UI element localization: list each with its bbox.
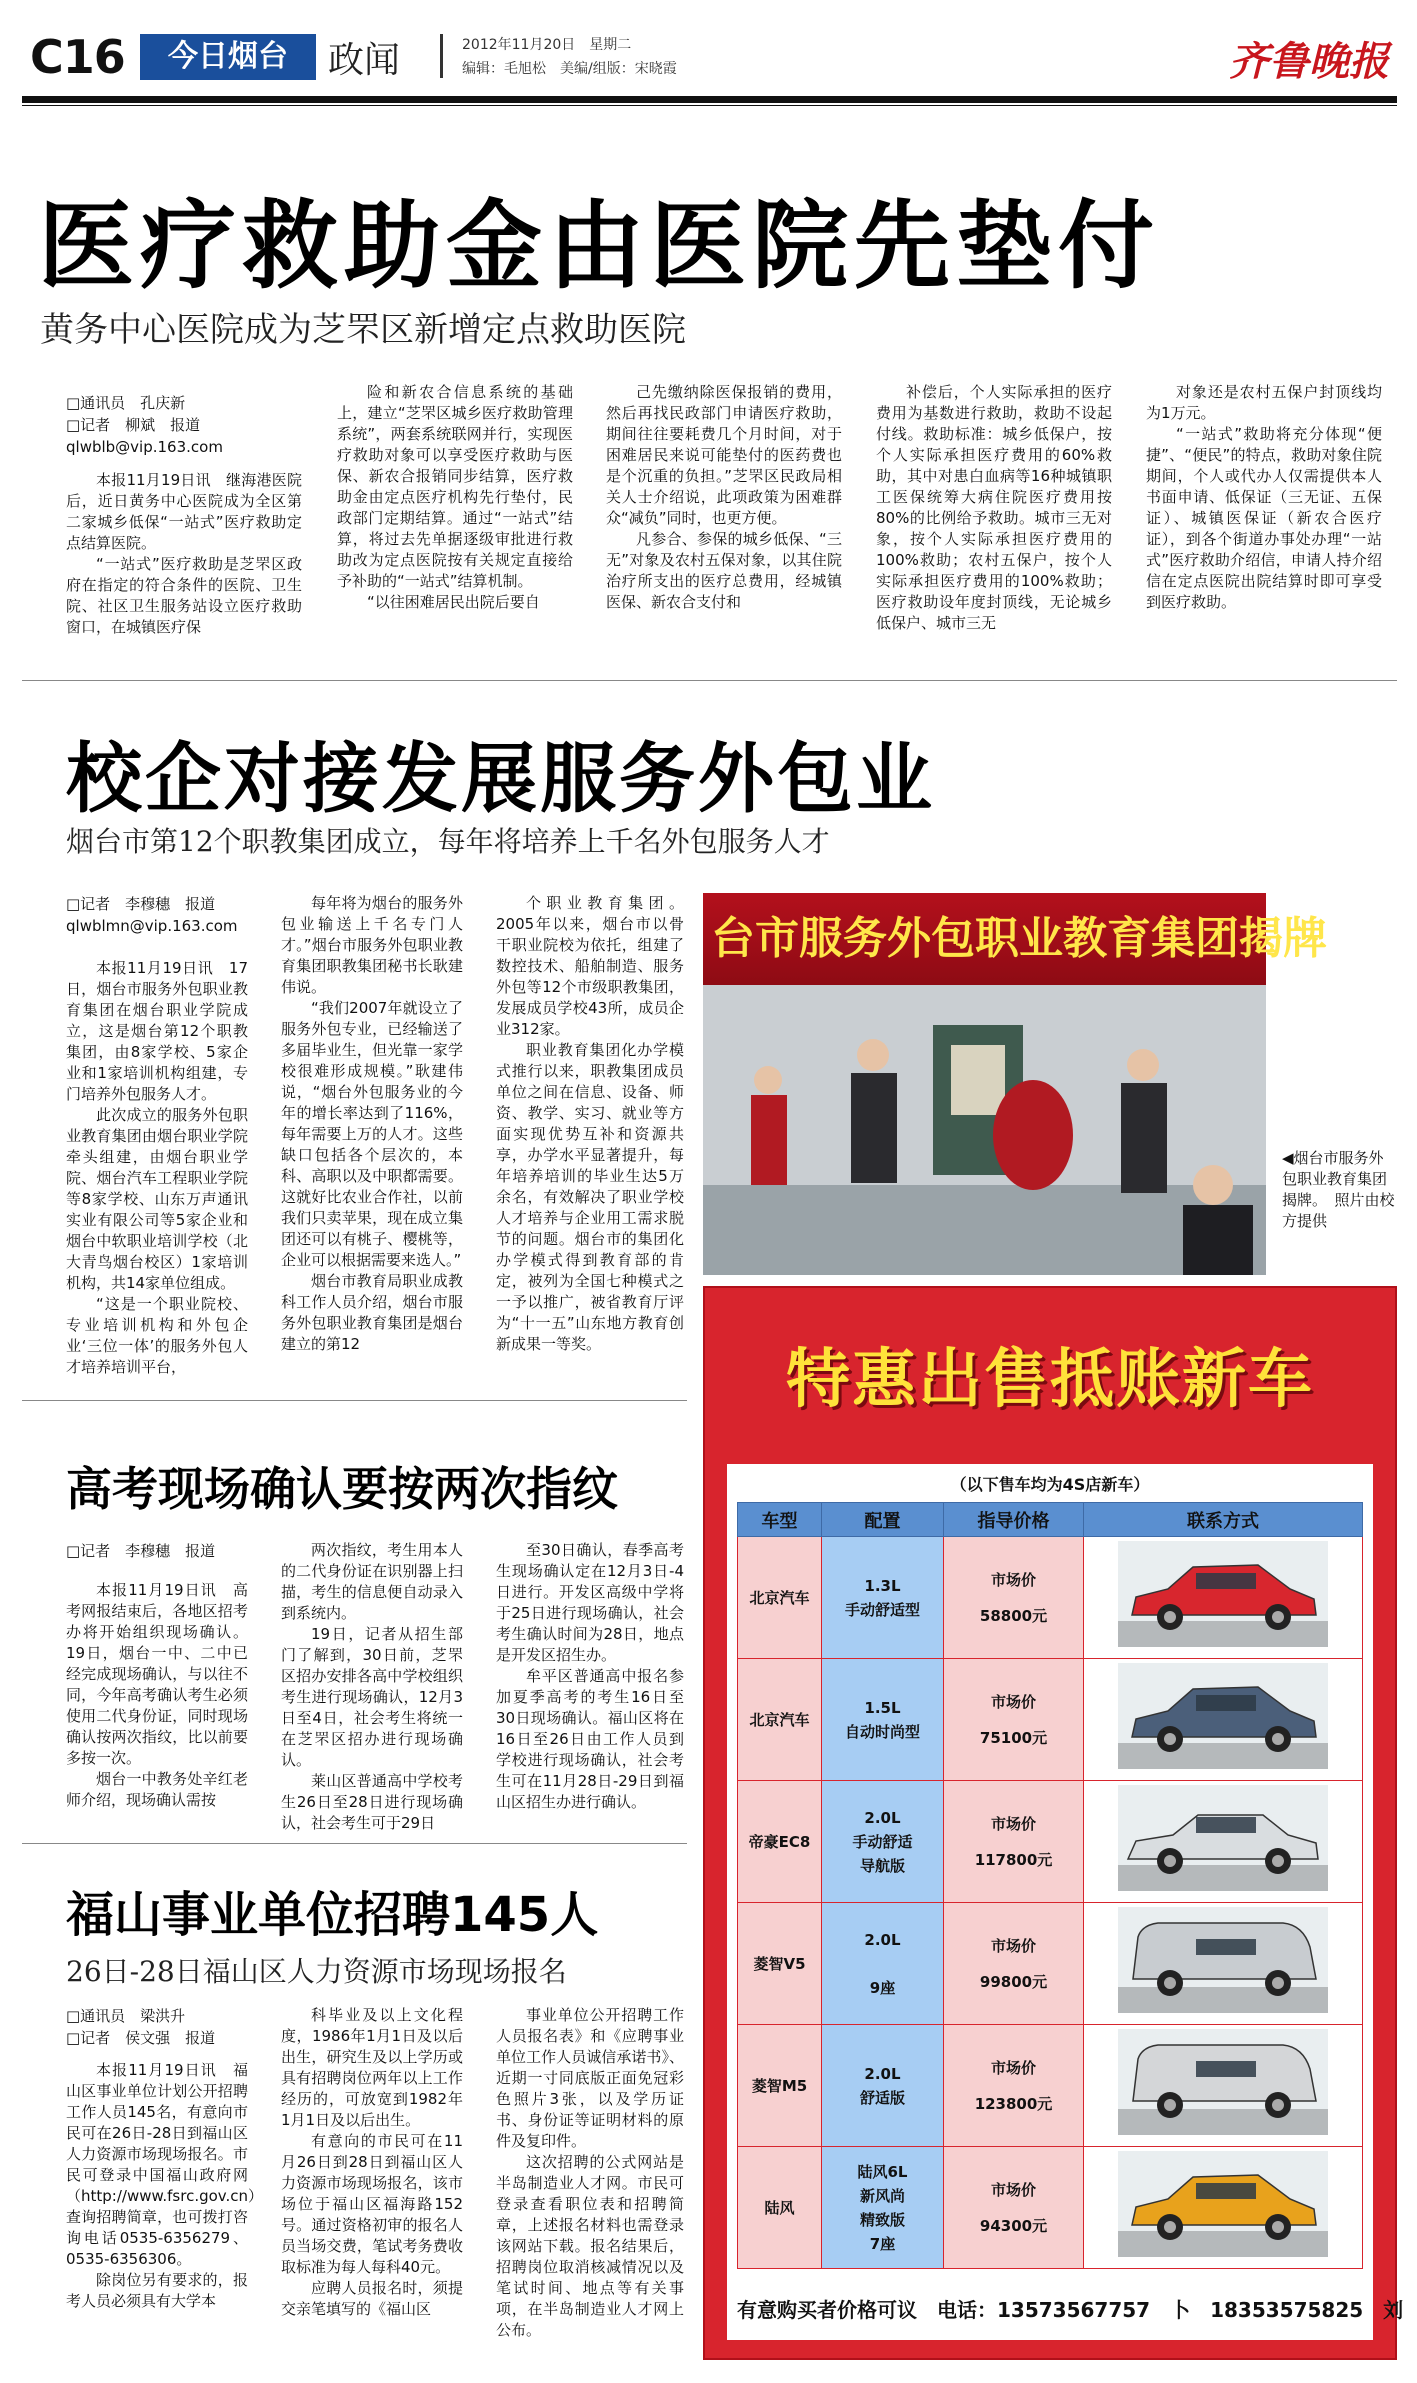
paragraph: “这是一个职业院校、专业培训机构和外包企业‘三位一体’的服务外包人才培养培训平台， — [66, 1295, 248, 1376]
story4-byline — [66, 2005, 215, 2049]
car-photo — [1118, 2151, 1328, 2257]
car-config — [822, 2025, 944, 2147]
paragraph: 己先缴纳除医保报销的费用，然后再找民政部门申请医疗救助，期间往往要耗费几个月时间，对于困难居民来说可能垫付的医药费也是个沉重的负担。”芝罘区民政局相关人士介绍说，此项政策为困难群众“减负”同时，也更方便。 — [606, 383, 842, 527]
col-header-contact: 联系方式 — [1084, 1503, 1363, 1537]
config-line: 自动时尚型 — [844, 1722, 920, 1741]
price-value: 94300元 — [979, 2216, 1048, 2235]
col-header-model: 车型 — [738, 1503, 822, 1537]
byline-line: □通讯员 孔庆新 — [66, 394, 186, 412]
price-label: 市场价 — [990, 1570, 1036, 1589]
table-row — [738, 2147, 1363, 2269]
story1-column-2 — [337, 382, 573, 656]
car-photo — [1118, 1785, 1328, 1891]
price-label: 市场价 — [990, 1692, 1036, 1711]
header-divider — [440, 34, 443, 78]
config-line: 2.0L — [864, 1930, 901, 1949]
story1-column-3 — [606, 382, 842, 656]
table-row — [738, 1781, 1363, 1903]
paragraph: 本报11月19日讯 继海港医院后，近日黄务中心医院成为全区第二家城乡低保“一站式”医疗救助定点结算医院。 — [66, 471, 302, 552]
ad-contact: 有意购买者价格可议 电话：13573567757 卜 18353575825 刘 — [737, 2298, 1404, 2322]
car-price — [944, 1659, 1084, 1781]
newspaper-logo: 齐鲁晚报 — [1229, 38, 1389, 85]
car-photo-cell — [1084, 1537, 1363, 1659]
car-model: 帝豪EC8 — [738, 1781, 822, 1903]
col-header-config: 配置 — [822, 1503, 944, 1537]
ceremony-scene — [703, 985, 1266, 1275]
car-photo — [1118, 2029, 1328, 2135]
car-photo-cell — [1084, 1781, 1363, 1903]
photo-banner: 台市服务外包职业教育集团揭牌 — [703, 893, 1266, 985]
car-model: 北京汽车 — [738, 1659, 822, 1781]
story2-column-1 — [66, 958, 248, 1376]
issue-date: 2012年11月20日 星期二 — [462, 37, 632, 53]
paragraph: “以往困难居民出院后要自 — [367, 593, 540, 611]
story1-column-5 — [1146, 382, 1382, 656]
car-config — [822, 1659, 944, 1781]
table-row — [738, 1537, 1363, 1659]
story4-column-1 — [66, 2060, 264, 2360]
paragraph: 补偿后，个人实际承担的医疗费用为基数进行救助，救助不设起付线。救助标准：城乡低保户，按个人实际承担医疗费用的60%救助，其中对患白血病等16种城镇职工医保统筹大病住院医疗费用按80%的比例给予救助。城市三无对象，按个人实际承担医疗费用的100%救助；农村五保户，按个人实际承担医疗费用的100%救助；医疗救助设年度封顶线，无论城乡低保户、城市三无 — [876, 383, 1112, 632]
car-model: 陆风 — [738, 2147, 822, 2269]
photo-caption: ◀烟台市服务外包职业教育集团揭牌。 照片由校方提供 — [1282, 1149, 1395, 1230]
paragraph: 这次招聘的公式网站是半岛制造业人才网。市民可登录查看职位表和招聘简章，上述报名材料也需登录该网站下载。报名结果后，招聘岗位取消核减情况以及笔试时间、地点等有关事项，在半岛制造业人才网上公布。 — [496, 2153, 684, 2339]
config-line: 1.3L — [864, 1576, 901, 1595]
config-line — [822, 1952, 943, 1976]
paragraph: 科毕业及以上文化程度，1986年1月1日及以后出生，研究生及以上学历或具有招聘岗位两年以上工作经历的，可放宽到1982年1月1日及以后出生。 — [281, 2006, 463, 2129]
config-line: 2.0L — [864, 1808, 901, 1827]
paragraph: 事业单位公开招聘工作人员报名表》和《应聘事业单位工作人员诚信承诺书》、近期一寸同底版正面免冠彩色照片3张，以及学历证书、身份证等证明材料的原件及复印件。 — [496, 2006, 684, 2150]
paragraph: 职业教育集团化办学模式推行以来，职教集团成员单位之间在信息、设备、师资、教学、实习、就业等方面实现优势互补和资源共享，办学水平显著提升，每年培养培训的毕业生达5万余名，有效解决了职业学校人才培养与企业用工需求脱节的问题。烟台市的集团化办学模式得到教育部的肯定，被列为全国七种模式之一予以推广，被省教育厅评为“十一五”山东地方教育创新成果一等奖。 — [496, 1041, 684, 1353]
paragraph: 19日，记者从招生部门了解到，30日前，芝罘区招办安排各高中学校组织考生进行现场确认，12月3日至4日，社会考生将统一在芝罘区招办进行现场确认。 — [281, 1625, 463, 1769]
header-rule — [22, 96, 1397, 103]
col-header-price: 指导价格 — [944, 1503, 1084, 1537]
car-photo — [1118, 1663, 1328, 1769]
paragraph: “我们2007年就设立了服务外包专业，已经输送了多届毕业生，但光靠一家学校很难形成规模。”耿建伟说，“烟台外包服务业的今年的增长率达到了116%，每年需要上万的人才。这些缺口包括各个层次的，本科、高职以及中职都需要。这就好比农业合作社，以前我们只卖苹果，现在成立集团还可以有桃子、樱桃等，企业可以根据需要来选人。” — [281, 999, 463, 1269]
story3-column-2 — [281, 1540, 463, 1832]
config-line: 导航版 — [859, 1856, 905, 1875]
config-line: 精致版 — [859, 2210, 905, 2229]
price-value: 99800元 — [979, 1972, 1048, 1991]
paragraph: 除岗位另有要求的，报考人员必须具有大学本 — [66, 2271, 248, 2310]
price-label: 市场价 — [990, 1936, 1036, 1955]
story4-headline: 福山事业单位招聘145人 — [66, 1887, 599, 1943]
config-line: 7座 — [869, 2234, 896, 2253]
paragraph: 有意向的市民可在11月26日到28日到福山区人力资源市场现场报名，该市场位于福山区福海路152号。通过资格初审的报名人员当场交费，笔试考务费收取标准为每人每科40元。 — [281, 2132, 463, 2276]
table-header-row — [738, 1503, 1363, 1537]
story3-headline: 高考现场确认要按两次指纹 — [66, 1462, 618, 1516]
car-photo-cell — [1084, 2025, 1363, 2147]
car-price — [944, 1781, 1084, 1903]
byline-line: □记者 李穆穗 报道 — [66, 895, 216, 913]
car-config — [822, 1781, 944, 1903]
byline-line: □记者 侯文强 报道 — [66, 2029, 216, 2047]
story2-headline: 校企对接发展服务外包业 — [66, 734, 935, 823]
car-photo-cell — [1084, 1903, 1363, 2025]
byline-email: qlwblb@vip.163.com — [66, 438, 223, 456]
config-line: 手动舒适型 — [844, 1600, 920, 1619]
story4-column-3 — [496, 2005, 684, 2360]
header-rule-thin — [22, 105, 1397, 106]
paragraph: 两次指纹，考生用本人的二代身份证在识别器上扫描，考生的信息便自动录入到系统内。 — [281, 1541, 463, 1622]
config-line: 陆风6L — [857, 2162, 908, 2181]
car-config — [822, 1537, 944, 1659]
table-row — [738, 2025, 1363, 2147]
car-sale-ad — [703, 1286, 1404, 2360]
paragraph: 每年将为烟台的服务外包业输送上千名专门人才。”烟台市服务外包职业教育集团职教集团秘书长耿建伟说。 — [281, 894, 463, 996]
story4-deck: 26日-28日福山区人力资源市场现场报名 — [66, 1955, 567, 1988]
section-badge: 今日烟台 — [140, 34, 316, 80]
paragraph: 应聘人员报名时，须提交亲笔填写的《福山区 — [281, 2279, 463, 2318]
car-price — [944, 2147, 1084, 2269]
car-price — [944, 1903, 1084, 2025]
story2-deck: 烟台市第12个职教集团成立，每年将培养上千名外包服务人才 — [66, 825, 830, 858]
paragraph: 对象还是农村五保户封顶线均为1万元。 — [1146, 383, 1382, 422]
price-label: 市场价 — [990, 2180, 1036, 2199]
car-config — [822, 2147, 944, 2269]
story4-column-2 — [281, 2005, 463, 2360]
editors-line: 编辑：毛旭松 美编/组版：宋晓霞 — [462, 61, 677, 77]
page-header — [22, 24, 1397, 86]
paragraph: 个职业教育集团。2005年以来，烟台市以骨干职业院校为依托，组建了数控技术、船舶制造、服务外包等12个市级职教集团，发展成员学校43所，成员企业312家。 — [496, 894, 684, 1038]
byline-email: qlwblmn@vip.163.com — [66, 917, 238, 935]
story-divider — [22, 680, 1397, 681]
story3-column-1 — [66, 1580, 248, 1820]
ad-note: （以下售车均为4S店新车） — [950, 1475, 1150, 1494]
price-label: 市场价 — [990, 1814, 1036, 1833]
ad-title: 特惠出售抵账新车 — [786, 1343, 1314, 1417]
paragraph: 烟台市教育局职业成教科工作人员介绍，烟台市服务外包职业教育集团是烟台建立的第12 — [281, 1272, 463, 1353]
story1-byline — [66, 392, 223, 458]
paragraph: 本报11月19日讯 高考网报结束后，各地区招考办将开始组织现场确认。19日，烟台一中、二中已经完成现场确认，与以往不同，今年高考确认考生必须使用二代身份证，同时现场确认按两次指纹，比以前要多按一次。 — [66, 1581, 248, 1767]
config-line: 手动舒适 — [852, 1832, 913, 1851]
table-row — [738, 1659, 1363, 1781]
config-line: 新风尚 — [859, 2186, 905, 2205]
table-row — [738, 1903, 1363, 2025]
paragraph: 险和新农合信息系统的基础上，建立“芝罘区城乡医疗救助管理系统”，两套系统联网并行，实现医疗救助对象可以享受医疗救助与医保、新农合报销同步结算，医疗救助金由定点医疗机构先行垫付，民政部门定期结算。通过“一站式”结算，将过去先单据逐级审批进行救助改为定点医院按有关规定直接给予补助的“一站式”结算机制。 — [337, 383, 573, 590]
car-price — [944, 1537, 1084, 1659]
car-price-table — [737, 1502, 1363, 2269]
paragraph: “一站式”医疗救助是芝罘区政府在指定的符合条件的医院、卫生院、社区卫生服务站设立医疗救助窗口，在城镇医疗保 — [66, 555, 302, 636]
story1-column-4 — [876, 382, 1112, 656]
story3-column-3 — [496, 1540, 684, 1820]
story1-headline: 医疗救助金由医院先垫付 — [38, 190, 1160, 302]
story-divider — [22, 1843, 687, 1844]
price-value: 117800元 — [974, 1850, 1053, 1869]
car-model: 菱智M5 — [738, 2025, 822, 2147]
paragraph: 牟平区普通高中报名参加夏季高考的考生16日至30日现场确认。福山区将在16日至26日由工作人员到学校进行现场确认，社会考生可在11月28日-29日到福山区招生办进行确认。 — [496, 1667, 684, 1811]
paragraph: 至30日确认，春季高考生现场确认定在12月3日-4日进行。开发区高级中学将于25日进行现场确认，社会考生确认时间为28日，地点是开发区招生办。 — [496, 1541, 684, 1664]
config-line: 舒适版 — [859, 2088, 905, 2107]
car-config — [822, 1903, 944, 2025]
paragraph: “一站式”救助将充分体现“便捷”、“便民”的特点，救助对象住院期间，个人或代办人仅需提供本人书面申请、低保证（三无证、五保证）、城镇医保证（新农合医疗证），到各个街道办事处办理“一站式”医疗救助介绍信，申请人持介绍信在定点医院出院结算时即可享受到医疗救助。 — [1146, 425, 1382, 611]
subsection-label: 政闻 — [328, 40, 401, 81]
paragraph: 本报11月19日讯 福山区事业单位计划公开招聘工作人员145名，有意向市民可在26日-28日到福山区人力资源市场现场报名。市民可登录中国福山政府网（http://www.fsrc.gov.cn）查询招聘简章，也可拨打咨询电话0535-6356279、0535-6356306。 — [66, 2061, 264, 2268]
price-value: 58800元 — [979, 1606, 1048, 1625]
paragraph: 莱山区普通高中学校考生26日至28日进行现场确认，社会考生可于29日 — [281, 1772, 463, 1832]
page-number: C16 — [30, 30, 125, 84]
story2-column-2 — [281, 893, 463, 1372]
car-photo-cell — [1084, 1659, 1363, 1781]
price-label: 市场价 — [990, 2058, 1036, 2077]
paragraph: 此次成立的服务外包职业教育集团由烟台职业学院牵头组建，由烟台职业学院、烟台汽车工程职业学院等8家学校、山东万声通讯实业有限公司等5家企业和烟台中软职业培训学校（北大青鸟烟台校区）1家培训机构，共14家单位组成。 — [66, 1106, 248, 1292]
config-line: 9座 — [869, 1978, 896, 1997]
story3-byline — [66, 1540, 215, 1562]
ad-table-panel — [727, 1464, 1404, 2340]
story2-byline — [66, 893, 238, 937]
story-divider — [22, 1400, 687, 1401]
byline-line: □记者 李穆穗 报道 — [66, 1542, 216, 1560]
car-model: 北京汽车 — [738, 1537, 822, 1659]
paragraph: 烟台一中教务处辛红老师介绍，现场确认需按 — [66, 1770, 248, 1809]
paragraph: 本报11月19日讯 17日，烟台市服务外包职业教育集团在烟台职业学院成立，这是烟台第12个职教集团，由8家学校、5家企业和1家培训机构组建，专门培养外包服务人才。 — [66, 959, 248, 1103]
ceremony-photo — [703, 893, 1327, 1275]
byline-line: □通讯员 梁洪升 — [66, 2007, 186, 2025]
story1-column-1 — [66, 470, 302, 656]
byline-line: □记者 柳斌 报道 — [66, 416, 201, 434]
price-value: 123800元 — [974, 2094, 1053, 2113]
paragraph: 凡参合、参保的城乡低保、“三无”对象及农村五保对象，以其住院治疗所支出的医疗总费用，经城镇医保、新农合支付和 — [606, 530, 842, 611]
car-photo-cell — [1084, 2147, 1363, 2269]
price-value: 75100元 — [979, 1728, 1048, 1747]
story1-deck: 黄务中心医院成为芝罘区新增定点救助医院 — [40, 310, 686, 350]
car-photo — [1118, 1907, 1328, 2013]
story2-column-3 — [496, 893, 684, 1372]
car-price — [944, 2025, 1084, 2147]
config-line: 2.0L — [864, 2064, 901, 2083]
car-model: 菱智V5 — [738, 1903, 822, 2025]
config-line: 1.5L — [864, 1698, 901, 1717]
car-photo — [1118, 1541, 1328, 1647]
